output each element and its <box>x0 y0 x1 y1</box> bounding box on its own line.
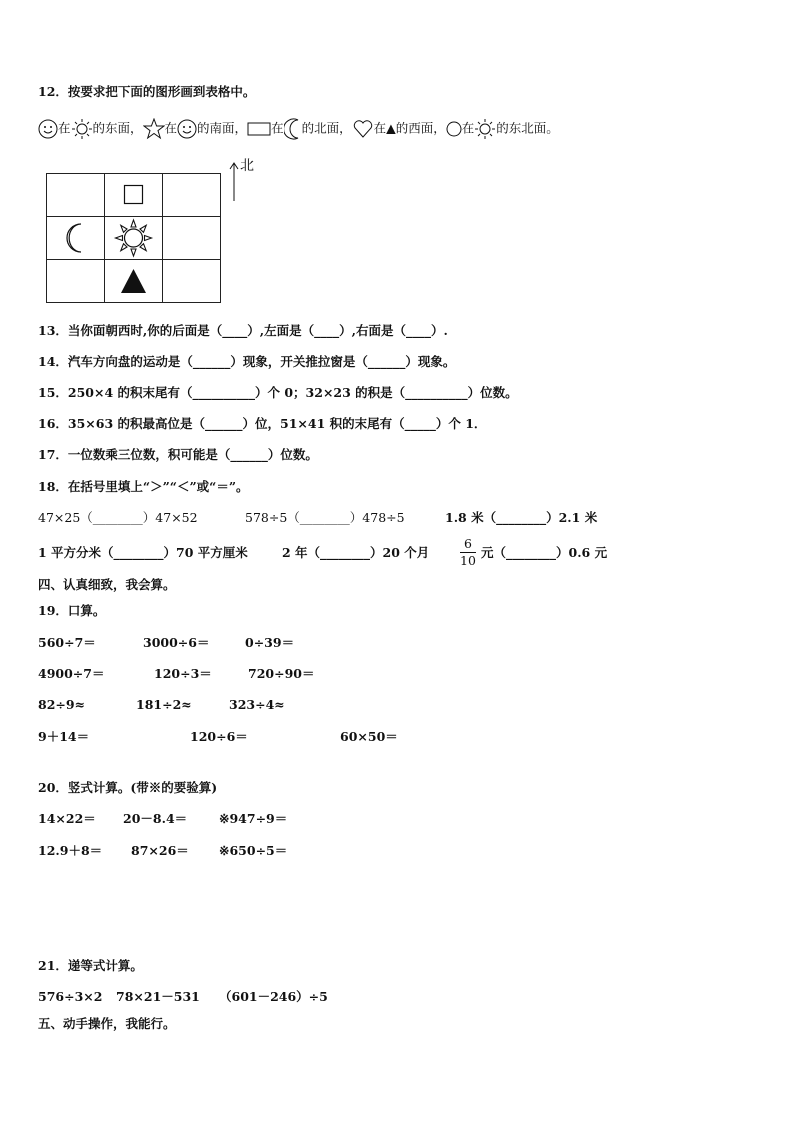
smiley-icon <box>177 119 197 139</box>
q18-item: 1 平方分米（________）70 平方厘米 <box>38 545 248 560</box>
heart-icon <box>352 119 374 139</box>
clue5-a: 在 <box>461 120 475 136</box>
q16: 16．35×63 的积最高位是（______）位，51×41 积的末尾有（_____）个 1． <box>38 416 487 431</box>
q19-item: 60×50＝ <box>340 729 398 744</box>
q19-item: 720÷90＝ <box>248 666 315 681</box>
q20-item: 14×22＝ <box>38 811 96 826</box>
q19-item: 560÷7＝ <box>38 635 96 650</box>
q15: 15．250×4 的积末尾有（__________）个 0；32×23 的积是（__________）位数。 <box>38 385 518 400</box>
q20-item: ※650÷5＝ <box>219 843 288 858</box>
q18-item: 2 年（________）20 个月 <box>282 545 430 560</box>
q18-item: 578÷5（________）478÷5 <box>245 510 405 525</box>
q19-item: 120÷3＝ <box>154 666 212 681</box>
q20-item: 87×26＝ <box>131 843 189 858</box>
grid-cell[interactable] <box>163 174 221 217</box>
section-5-heading: 五、动手操作，我能行。 <box>38 1016 176 1031</box>
smiley-icon <box>38 119 58 139</box>
fraction <box>460 536 476 569</box>
fraction-numerator: 6 <box>460 536 476 553</box>
grid-cell[interactable] <box>105 260 163 303</box>
q19-item: 181÷2≈ <box>136 697 192 712</box>
q18-item: 元（________）0.6 元 <box>481 545 608 560</box>
grid-cell[interactable] <box>163 260 221 303</box>
clue2-b: 的南面， <box>197 120 248 136</box>
clue5-b: 的东北面。 <box>496 120 559 136</box>
rectangle-icon <box>247 121 271 137</box>
circle-icon <box>446 121 462 137</box>
q20-item: 12.9＋8＝ <box>38 843 103 858</box>
q19-item: 82÷9≈ <box>38 697 86 712</box>
q19-title: 19．口算。 <box>38 603 106 618</box>
north-arrow-icon <box>227 160 241 202</box>
clue2-a: 在 <box>164 120 178 136</box>
q19-item: 9＋14＝ <box>38 729 90 744</box>
grid-cell[interactable] <box>47 217 105 260</box>
q21-item: 78×21－531 <box>116 989 200 1004</box>
q20-title: 20．竖式计算。(带※的要验算) <box>38 780 218 795</box>
q21-item: （601－246）÷5 <box>219 989 328 1004</box>
moon-icon <box>284 118 302 140</box>
q17: 17．一位数乘三位数，积可能是（______）位数。 <box>38 447 318 462</box>
q19-item: 3000÷6＝ <box>143 635 210 650</box>
moon-icon <box>47 217 104 259</box>
q18-title: 18．在括号里填上“＞”“＜”或“＝”。 <box>38 479 249 494</box>
clue3-a: 在 <box>271 120 284 136</box>
q21-title: 21．递等式计算。 <box>38 958 143 973</box>
sun-icon <box>474 118 496 140</box>
grid-cell[interactable] <box>163 217 221 260</box>
q12-title: 12．按要求把下面的图形画到表格中。 <box>38 84 256 99</box>
q14: 14．汽车方向盘的运动是（______）现象，开关推拉窗是（______）现象。 <box>38 354 456 369</box>
clue4: 在▲的西面， <box>373 120 446 136</box>
north-label: 北 <box>240 158 254 174</box>
q19-item: 323÷4≈ <box>229 697 285 712</box>
sun-icon <box>105 217 162 259</box>
grid-cell[interactable] <box>105 217 163 260</box>
clue3-b: 的北面， <box>301 120 352 136</box>
q18-item: 47×25（________）47×52 <box>38 510 198 525</box>
triangle-icon <box>105 260 162 302</box>
q19-item: 4900÷7＝ <box>38 666 105 681</box>
clue1-a: 在 <box>58 120 71 136</box>
fraction-denominator: 10 <box>460 553 476 568</box>
q18-item: 1.8 米（________）2.1 米 <box>445 510 598 525</box>
q19-item: 0÷39＝ <box>245 635 295 650</box>
q12-clues <box>38 118 559 138</box>
grid-cell[interactable] <box>105 174 163 217</box>
q20-item: ※947÷9＝ <box>219 811 288 826</box>
sun-icon <box>71 118 93 140</box>
position-grid <box>46 173 221 303</box>
grid-cell[interactable] <box>47 174 105 217</box>
square-icon <box>105 174 162 216</box>
section-4-heading: 四、认真细致，我会算。 <box>38 577 176 592</box>
q13: 13．当你面朝西时,你的后面是（____）,左面是（____）,右面是（____）. <box>38 323 448 338</box>
q20-item: 20－8.4＝ <box>123 811 188 826</box>
star-icon <box>143 118 165 140</box>
grid-cell[interactable] <box>47 260 105 303</box>
clue1-b: 的东面， <box>92 120 143 136</box>
q19-item: 120÷6＝ <box>190 729 248 744</box>
q21-item: 576÷3×2 <box>38 989 103 1004</box>
